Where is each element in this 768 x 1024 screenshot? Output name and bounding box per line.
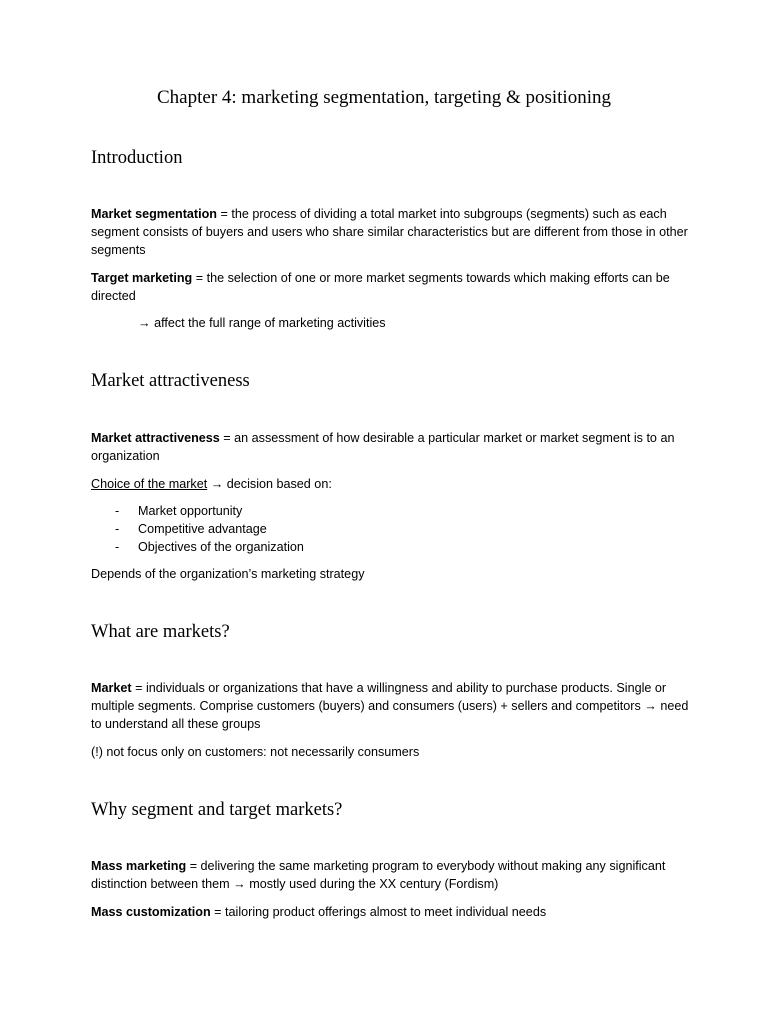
section-heading-market-attractiveness: Market attractiveness: [91, 371, 250, 391]
term-mass-customization: Mass customization: [91, 905, 211, 919]
paragraph-market-segmentation: [91, 205, 691, 259]
list-item-text: Market opportunity: [138, 504, 243, 518]
list-item: [91, 502, 304, 520]
document-title: Chapter 4: marketing segmentation, targeting & positioning: [157, 87, 611, 108]
list-item-text: Competitive advantage: [138, 522, 267, 536]
list-item-text: Objectives of the organization: [138, 540, 304, 554]
bullet-dash: -: [115, 504, 120, 518]
term-mass-marketing: Mass marketing: [91, 859, 187, 873]
choice-of-market-text: → decision based on:: [207, 477, 332, 491]
choice-criteria-list: [91, 502, 304, 556]
definition-target-marketing: = the selection of one or more market segments towards which making efforts can be directed: [91, 271, 670, 303]
paragraph-mass-marketing: [91, 857, 691, 893]
list-item: [91, 538, 304, 556]
definition-mass-customization: = tailoring product offerings almost to meet individual needs: [210, 905, 547, 919]
term-market-segmentation: Market segmentation: [91, 207, 217, 221]
paragraph-target-marketing: [91, 269, 691, 305]
paragraph-market-attractiveness: [91, 429, 691, 465]
term-market-attractiveness: Market attractiveness: [91, 431, 220, 445]
definition-market: = individuals or organizations that have a willingness and ability to purchase products. Single or multiple segments. Comprise customers (buyers) and consumers (users) + sellers and competitors → need to understand all these groups: [91, 681, 689, 731]
term-target-marketing: Target marketing: [91, 271, 193, 285]
paragraph-depends-strategy: Depends of the organization’s marketing strategy: [91, 567, 365, 581]
definition-market-attractiveness: = an assessment of how desirable a particular market or market segment is to an organization: [91, 431, 675, 463]
term-market: Market: [91, 681, 132, 695]
paragraph-not-only-customers: (!) not focus only on customers: not necessarily consumers: [91, 745, 420, 759]
definition-mass-marketing: = delivering the same marketing program to everybody without making any significant distinction between them → mostly used during the XX century (Fordism): [91, 859, 666, 891]
definition-market-segmentation: = the process of dividing a total market into subgroups (segments) such as each segment consists of buyers and users who share similar characteristics but are different from those in other segments: [91, 207, 688, 257]
bullet-dash: -: [115, 540, 120, 554]
bullet-dash: -: [115, 522, 120, 536]
section-heading-what-are-markets: What are markets?: [91, 622, 230, 642]
paragraph-market-definition: [91, 679, 691, 733]
choice-of-market-label: Choice of the market: [91, 477, 208, 491]
list-item: [91, 520, 304, 538]
paragraph-mass-customization: [91, 903, 691, 921]
section-heading-introduction: Introduction: [91, 148, 183, 168]
section-heading-why-segment: Why segment and target markets?: [91, 800, 343, 820]
paragraph-choice-of-market: [91, 475, 691, 493]
note-marketing-activities: → affect the full range of marketing activities: [138, 316, 386, 330]
